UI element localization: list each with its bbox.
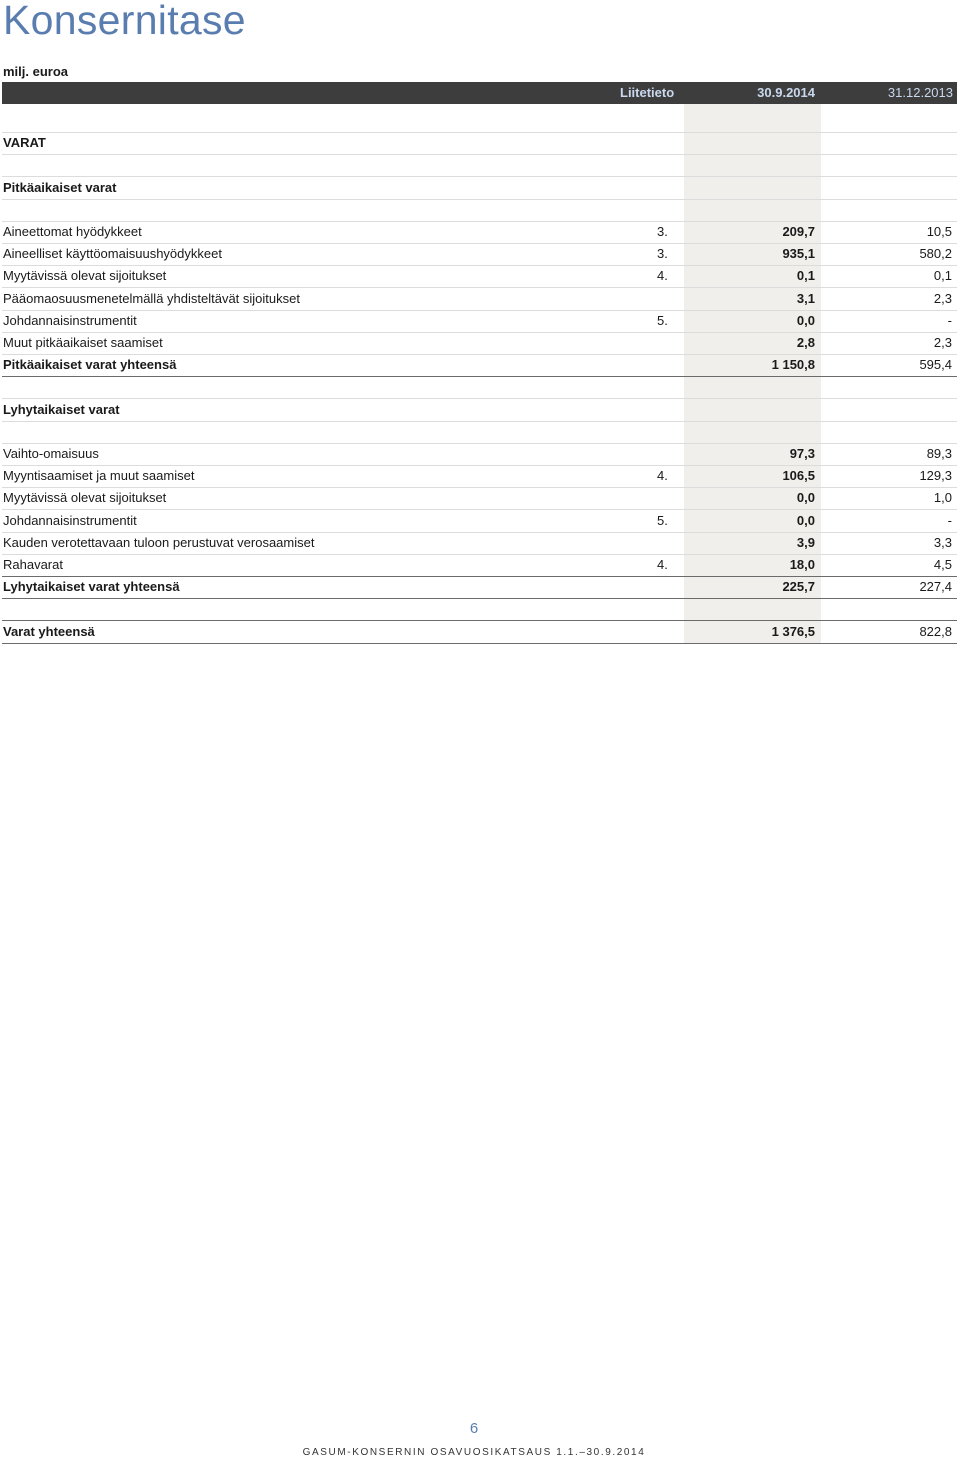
row-value-current: 3,9 (796, 534, 815, 550)
row-value-current: 0,0 (796, 312, 815, 328)
table-spacer-row (2, 421, 957, 444)
row-value-previous: 580,2 (919, 246, 952, 262)
table-row (2, 177, 957, 200)
row-value-previous: 1,0 (933, 490, 952, 506)
row-label: Varat yhteensä (3, 623, 95, 639)
row-value-previous: 2,3 (933, 290, 952, 306)
table-row (2, 621, 957, 644)
row-value-current: 3,1 (796, 290, 815, 306)
table-row (2, 576, 957, 599)
page-number: 6 (469, 1420, 479, 1437)
row-label: Aineettomat hyödykkeet (3, 224, 142, 239)
row-value-previous: 3,3 (933, 534, 952, 550)
row-value-current: 0,0 (796, 512, 815, 528)
row-label: Pääomaosuusmenetelmällä yhdisteltävät sijoitukset (3, 290, 300, 306)
row-note: 4. (657, 468, 668, 484)
page-title: Konsernitase (3, 0, 246, 43)
table-row (2, 221, 957, 244)
table-spacer-row (2, 154, 957, 177)
row-note: 4. (657, 557, 668, 572)
table-spacer-row (2, 376, 957, 399)
table-row (2, 532, 957, 555)
header-previous-period: 31.12.2013 (887, 85, 953, 100)
row-value-current: 18,0 (789, 557, 815, 572)
row-label: Lyhytaikaiset varat (3, 401, 120, 417)
table-row (2, 443, 957, 466)
header-current-period: 30.9.2014 (757, 85, 815, 100)
row-note: 4. (657, 268, 668, 284)
row-value-previous: 4,5 (933, 557, 952, 572)
table-spacer-row (2, 199, 957, 222)
row-label: Pitkäaikaiset varat yhteensä (3, 357, 177, 373)
table-row (2, 399, 957, 422)
row-note: 3. (657, 224, 668, 239)
row-value-current: 0,1 (796, 268, 815, 284)
row-value-previous: 227,4 (919, 579, 952, 595)
table-row (2, 332, 957, 355)
row-label: Aineelliset käyttöomaisuushyödykkeet (3, 246, 222, 262)
table-row (2, 465, 957, 488)
row-value-previous: 822,8 (919, 623, 952, 639)
row-value-current: 1 150,8 (771, 357, 815, 373)
table-spacer-row (2, 110, 957, 133)
row-value-previous: 129,3 (919, 468, 952, 484)
table-row (2, 288, 957, 311)
row-value-previous: 10,5 (926, 224, 952, 239)
table-row (2, 243, 957, 266)
row-note: 3. (657, 246, 668, 262)
header-note-label: Liitetieto (620, 85, 675, 100)
table-row (2, 354, 957, 377)
row-note: 5. (657, 312, 668, 328)
row-label: Myyntisaamiset ja muut saamiset (3, 468, 195, 484)
row-label: Muut pitkäaikaiset saamiset (3, 335, 163, 350)
row-label: Johdannaisinstrumentit (3, 512, 137, 528)
row-value-current: 0,0 (796, 490, 815, 506)
table-row (2, 265, 957, 288)
row-label: Myytävissä olevat sijoitukset (3, 490, 167, 506)
table-row (2, 510, 957, 533)
table-row (2, 487, 957, 510)
table-spacer-row (2, 598, 957, 621)
row-label: Lyhytaikaiset varat yhteensä (3, 579, 180, 595)
row-label: Vaihto-omaisuus (3, 446, 99, 461)
row-value-previous: 89,3 (926, 446, 952, 461)
row-value-previous: - (947, 512, 952, 528)
row-value-previous: 0,1 (933, 268, 952, 284)
row-label: VARAT (3, 135, 46, 151)
unit-label: milj. euroa (3, 64, 69, 79)
row-value-previous: 2,3 (933, 335, 952, 350)
page-footer: GASUM-KONSERNIN OSAVUOSIKATSAUS 1.1.–30.9.2014 (302, 1447, 646, 1458)
row-label: Johdannaisinstrumentit (3, 312, 137, 328)
row-value-previous: - (947, 312, 952, 328)
table-row (2, 310, 957, 333)
row-label: Myytävissä olevat sijoitukset (3, 268, 167, 284)
row-value-current: 935,1 (782, 246, 815, 262)
row-value-current: 106,5 (782, 468, 815, 484)
row-label: Pitkäaikaiset varat (3, 179, 117, 195)
row-value-current: 1 376,5 (771, 623, 815, 639)
row-label: Kauden verotettavaan tuloon perustuvat verosaamiset (3, 534, 315, 550)
table-row (2, 132, 957, 155)
table-header (2, 82, 957, 104)
row-value-previous: 595,4 (919, 357, 952, 373)
row-label: Rahavarat (3, 557, 63, 572)
row-value-current: 2,8 (796, 335, 815, 350)
row-note: 5. (657, 512, 668, 528)
table-row (2, 554, 957, 577)
row-value-current: 209,7 (782, 224, 815, 239)
row-value-current: 97,3 (789, 446, 815, 461)
row-value-current: 225,7 (782, 579, 815, 595)
